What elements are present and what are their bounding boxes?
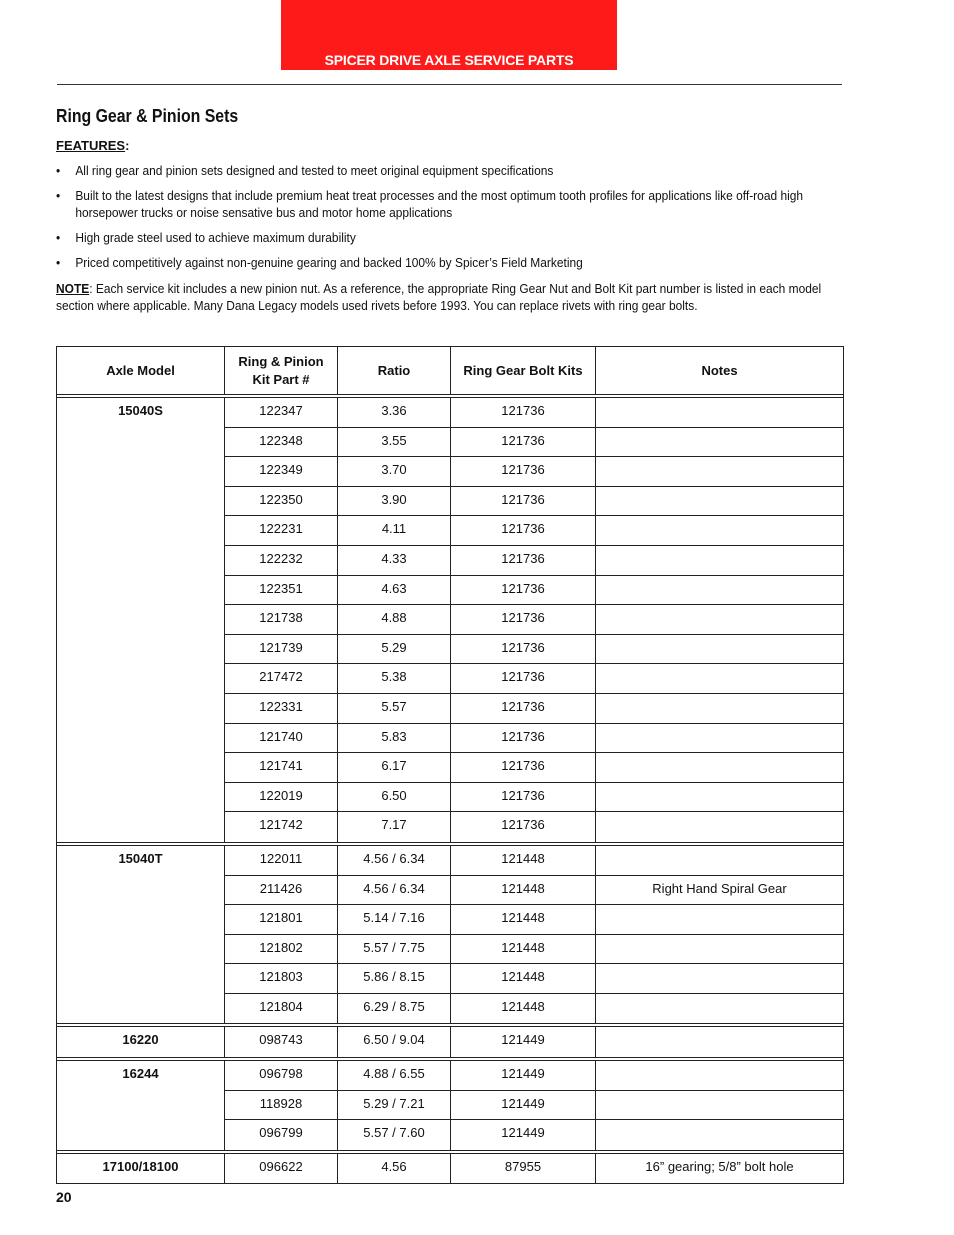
ratio-cell: 4.88 [338, 605, 451, 634]
notes-cell [596, 428, 843, 457]
kit-part-cell: 121738 [225, 605, 338, 634]
notes-cell [596, 605, 843, 634]
bolt-kit-cell: 121736 [451, 457, 596, 486]
table-row [225, 812, 843, 842]
notes-cell [596, 846, 843, 875]
divider [57, 84, 842, 85]
ratio-cell: 4.11 [338, 516, 451, 545]
features-label: FEATURES [56, 138, 126, 153]
bolt-kit-cell: 121448 [451, 964, 596, 993]
notes-cell [596, 487, 843, 516]
table-body [57, 398, 843, 1183]
ratio-cell: 6.50 / 9.04 [338, 1027, 451, 1057]
table-row [225, 1154, 843, 1184]
ratio-cell: 3.55 [338, 428, 451, 457]
notes-cell [596, 994, 843, 1024]
ratio-cell: 5.38 [338, 664, 451, 693]
kit-part-cell: 121739 [225, 635, 338, 664]
bolt-kit-cell: 121736 [451, 753, 596, 782]
bolt-kit-cell: 121736 [451, 516, 596, 545]
bolt-kit-cell: 121736 [451, 724, 596, 753]
table-row [225, 1061, 843, 1091]
ratio-cell: 7.17 [338, 812, 451, 842]
ratio-cell: 4.63 [338, 576, 451, 605]
kit-part-cell: 121742 [225, 812, 338, 842]
kit-part-cell: 122350 [225, 487, 338, 516]
ratio-cell: 5.57 [338, 694, 451, 723]
bolt-kit-cell: 121736 [451, 487, 596, 516]
notes-cell [596, 1091, 843, 1120]
table-row [225, 635, 843, 665]
feature-item: • Built to the latest designs that include premium heat treat processes and the most optimum tooth profiles for applications like off-road high horsepower trucks or noise sensative bus and motor home applications [56, 187, 841, 221]
table-row [225, 516, 843, 546]
ratio-cell: 5.57 / 7.60 [338, 1120, 451, 1150]
notes-cell [596, 812, 843, 842]
kit-part-cell: 122347 [225, 398, 338, 427]
bolt-kit-cell: 121448 [451, 876, 596, 905]
notes-cell [596, 1061, 843, 1090]
bolt-kit-cell: 121449 [451, 1061, 596, 1090]
ratio-cell: 5.86 / 8.15 [338, 964, 451, 993]
table-row [225, 994, 843, 1024]
kit-part-cell: 122348 [225, 428, 338, 457]
model-group [57, 846, 843, 1028]
kit-part-cell: 121804 [225, 994, 338, 1024]
notes-cell [596, 546, 843, 575]
kit-part-cell: 122019 [225, 783, 338, 812]
kit-part-cell: 121802 [225, 935, 338, 964]
kit-part-cell: 122349 [225, 457, 338, 486]
ratio-cell: 5.14 / 7.16 [338, 905, 451, 934]
bolt-kit-cell: 121448 [451, 846, 596, 875]
notes-cell [596, 398, 843, 427]
bolt-kit-cell: 121736 [451, 428, 596, 457]
table-row [225, 964, 843, 994]
kit-part-cell: 122232 [225, 546, 338, 575]
ring-pinion-table [56, 346, 844, 1184]
bolt-kit-cell: 121736 [451, 664, 596, 693]
bolt-kit-cell: 121449 [451, 1120, 596, 1150]
notes-cell: 16” gearing; 5/8” bolt hole [645, 1158, 794, 1174]
features-list [56, 162, 846, 279]
kit-part-cell: 217472 [225, 664, 338, 693]
notes-cell [596, 664, 843, 693]
table-row [225, 487, 843, 517]
kit-part-cell: 121740 [225, 724, 338, 753]
table-row [225, 905, 843, 935]
notes-cell [596, 905, 843, 934]
table-row [225, 664, 843, 694]
bolt-kit-cell: 87955 [451, 1154, 596, 1184]
note-label: NOTE [56, 281, 90, 296]
kit-part-cell: 096799 [225, 1120, 338, 1150]
axle-model-cell: 15040S [57, 398, 225, 842]
feature-item: • Priced competitively against non-genuine gearing and backed 100% by Spicer’s Field Marketing [56, 254, 841, 271]
notes-cell [596, 576, 843, 605]
notes-cell: Right Hand Spiral Gear [652, 880, 787, 896]
ratio-cell: 5.83 [338, 724, 451, 753]
table-row [225, 546, 843, 576]
header-axle-model: Axle Model [57, 347, 225, 394]
notes-cell [596, 1120, 843, 1150]
axle-model-cell: 15040T [57, 846, 225, 1024]
table-row [225, 724, 843, 754]
bolt-kit-cell: 121736 [451, 546, 596, 575]
note-paragraph [56, 280, 838, 314]
ratio-cell: 4.88 / 6.55 [338, 1061, 451, 1090]
notes-cell [596, 516, 843, 545]
axle-model-cell: 16244 [57, 1061, 225, 1150]
notes-cell [596, 753, 843, 782]
notes-cell [596, 964, 843, 993]
table-row [225, 1091, 843, 1121]
ratio-cell: 3.90 [338, 487, 451, 516]
axle-model-cell: 16220 [57, 1027, 225, 1057]
axle-model-cell: 17100/18100 [57, 1154, 225, 1184]
table-row [225, 398, 843, 428]
kit-part-cell: 122011 [225, 846, 338, 875]
ratio-cell: 6.17 [338, 753, 451, 782]
note-text: : Each service kit includes a new pinion nut. As a reference, the appropriate Ring Gear Nut and Bolt Kit part number is listed in each model section where applicable. Many Dana Legacy models used rivets before 1993. You can replace rivets with ring gear bolts. [56, 281, 822, 313]
ratio-cell: 4.56 / 6.34 [338, 846, 451, 875]
ratio-cell: 3.36 [338, 398, 451, 427]
table-header [57, 347, 843, 398]
bolt-kit-cell: 121736 [451, 605, 596, 634]
notes-cell [596, 457, 843, 486]
kit-part-cell: 098743 [225, 1027, 338, 1057]
table-row [225, 1120, 843, 1150]
notes-cell [596, 635, 843, 664]
kit-part-cell: 211426 [225, 876, 338, 905]
bolt-kit-cell: 121736 [451, 635, 596, 664]
header-kit-part: Ring & Pinion Kit Part # [225, 347, 338, 394]
bolt-kit-cell: 121448 [451, 994, 596, 1024]
table-row [225, 457, 843, 487]
bolt-kit-cell: 121449 [451, 1027, 596, 1057]
notes-cell [596, 724, 843, 753]
model-group [57, 1154, 843, 1184]
bolt-kit-cell: 121736 [451, 783, 596, 812]
bolt-kit-cell: 121736 [451, 576, 596, 605]
notes-cell [596, 783, 843, 812]
ratio-cell: 5.29 [338, 635, 451, 664]
notes-cell [596, 935, 843, 964]
ratio-cell: 5.57 / 7.75 [338, 935, 451, 964]
ratio-cell: 6.29 / 8.75 [338, 994, 451, 1024]
ratio-cell: 4.33 [338, 546, 451, 575]
table-row [225, 605, 843, 635]
table-row [225, 876, 843, 906]
kit-part-cell: 121801 [225, 905, 338, 934]
table-row [225, 694, 843, 724]
model-group [57, 398, 843, 846]
ratio-cell: 5.29 / 7.21 [338, 1091, 451, 1120]
ratio-cell: 4.56 [338, 1154, 451, 1184]
model-group [57, 1061, 843, 1154]
table-row [225, 846, 843, 876]
kit-part-cell: 118928 [225, 1091, 338, 1120]
features-heading: FEATURES: [56, 138, 130, 153]
kit-part-cell: 096622 [225, 1154, 338, 1184]
kit-part-cell: 096798 [225, 1061, 338, 1090]
feature-item: • High grade steel used to achieve maximum durability [56, 229, 841, 246]
kit-part-cell: 121803 [225, 964, 338, 993]
table-row [225, 783, 843, 813]
kit-part-cell: 122351 [225, 576, 338, 605]
section-banner: SPICER DRIVE AXLE SERVICE PARTS [281, 0, 617, 70]
header-notes: Notes [701, 362, 738, 378]
bolt-kit-cell: 121736 [451, 694, 596, 723]
kit-part-cell: 122331 [225, 694, 338, 723]
table-row [225, 753, 843, 783]
ratio-cell: 6.50 [338, 783, 451, 812]
table-row [225, 935, 843, 965]
ratio-cell: 3.70 [338, 457, 451, 486]
page-title: Ring Gear & Pinion Sets [56, 106, 239, 126]
model-group [57, 1027, 843, 1061]
page-number: 20 [56, 1189, 72, 1205]
ratio-cell: 4.56 / 6.34 [338, 876, 451, 905]
feature-item: • All ring gear and pinion sets designed and tested to meet original equipment specifications [56, 162, 841, 179]
bolt-kit-cell: 121448 [451, 905, 596, 934]
kit-part-cell: 121741 [225, 753, 338, 782]
bolt-kit-cell: 121736 [451, 398, 596, 427]
table-row [225, 576, 843, 606]
kit-part-cell: 122231 [225, 516, 338, 545]
notes-cell [596, 1027, 843, 1057]
bolt-kit-cell: 121449 [451, 1091, 596, 1120]
table-row [225, 1027, 843, 1057]
table-row [225, 428, 843, 458]
bolt-kit-cell: 121448 [451, 935, 596, 964]
notes-cell [596, 694, 843, 723]
header-ratio: Ratio [338, 347, 451, 394]
header-bolt-kits: Ring Gear Bolt Kits [451, 347, 596, 394]
bolt-kit-cell: 121736 [451, 812, 596, 842]
